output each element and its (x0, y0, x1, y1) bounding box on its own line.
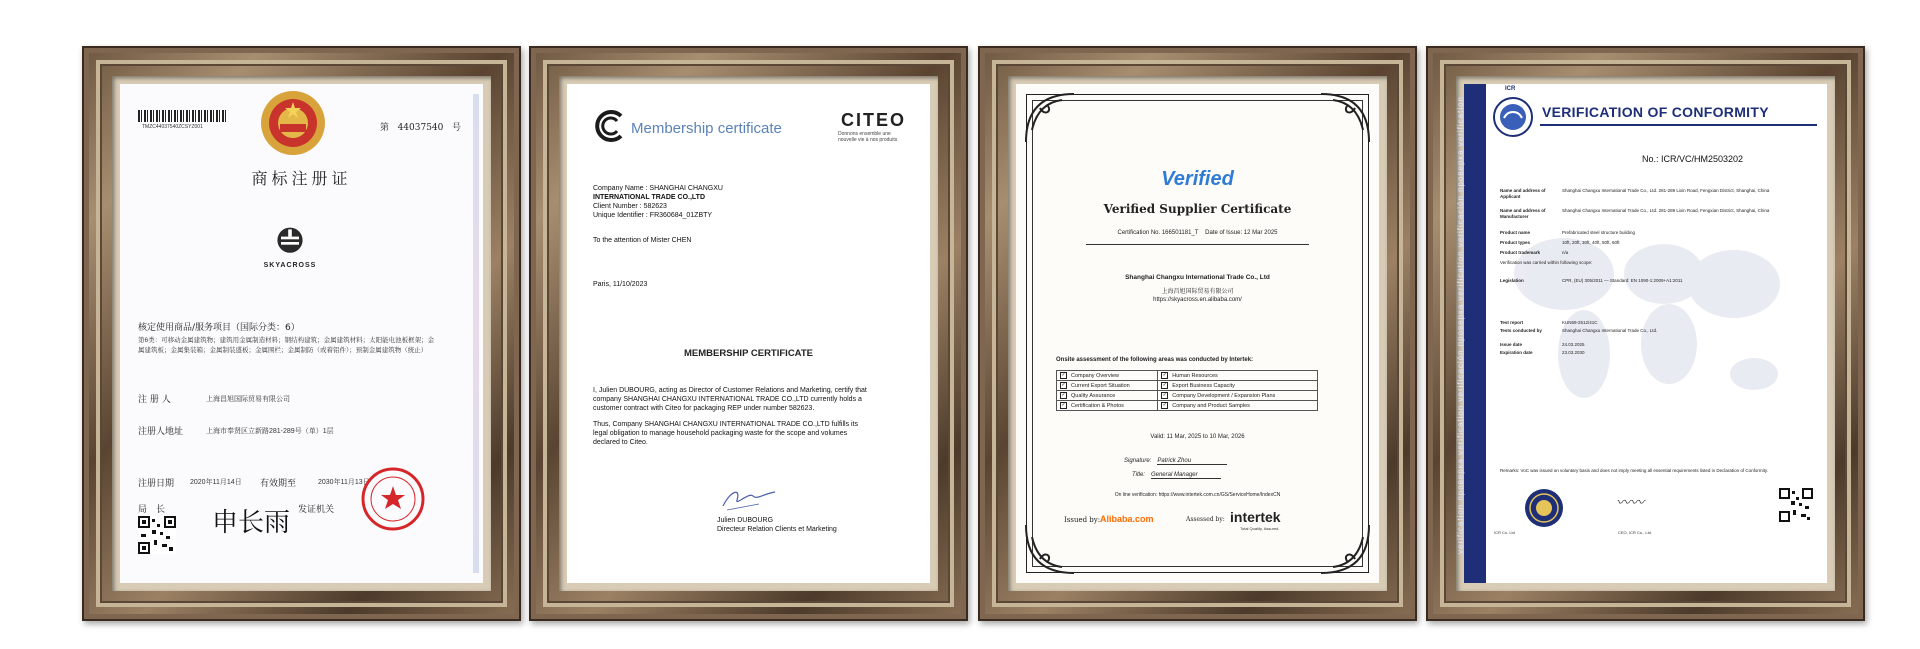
barcode-number: TMZC44037540ZCSYZ001 (142, 124, 203, 130)
signature-icon (719, 484, 779, 514)
remarks: Remarks: VoC was issued on voluntary basis and does not imply meeting all essential requirements listed in Declaration of Conformity. (1500, 468, 1769, 473)
registrant-label: 注 册 人 (138, 395, 171, 405)
manufacturer-field: Name and address of ManufacturerShanghai Changxu International Trade Co., Ltd. 281-289 Lixin Road, Fengxian District, Shanghai, China (1500, 208, 1770, 219)
frame-mat (112, 76, 491, 591)
obligation-paragraph: Thus, Company SHANGHAI CHANGXU INTERNATIONAL TRADE CO.,LTD fulfills its legal obligation to manage household packaging waste for the scope and volumes declared to Citeo. (593, 421, 859, 446)
title-row (1132, 472, 1221, 479)
valid-label: 有效期至 (260, 479, 297, 489)
client-details (593, 184, 873, 220)
citeo-c-logo-icon (593, 108, 629, 144)
logo-text: SKYACROSS (263, 262, 317, 269)
icr-label: ICR (1505, 86, 1516, 92)
ceo-signature-icon: 〰〰 (1616, 495, 1644, 511)
certificate-frame-trademark (82, 46, 521, 621)
citeo-brand: CITEO (840, 110, 906, 130)
certificate-frame-verification-of-conformity (1426, 46, 1865, 621)
company-name-en: Shanghai Changxu International Trade Co., Ltd (1125, 274, 1270, 281)
alibaba-logo: Alibaba.com (1100, 514, 1154, 524)
table-cell: ✓ Company Development / Expansion Plans (1158, 391, 1318, 401)
certificate-frame-membership (529, 46, 968, 621)
table-cell: ✓ Company Overview (1057, 371, 1158, 381)
reg-number: 44037540 (397, 123, 444, 133)
date-label: 注册日期 (138, 479, 175, 489)
product-trademark-field: Product trademark n/a (1500, 250, 1569, 255)
verification-title: VERIFICATION OF CONFORMITY (1542, 104, 1769, 120)
certificate-title: Verified Supplier Certificate (1103, 202, 1292, 216)
reg-label: 第 (379, 123, 389, 133)
verified-supplier-certificate (1016, 84, 1379, 583)
company-name-cn: 上海昌旭国际贸易有限公司 (1161, 289, 1234, 295)
title-label: Title: (1132, 472, 1145, 478)
membership-title: Membership certificate (631, 120, 782, 137)
certification-number: Certification No. 166501181_T (1117, 230, 1199, 236)
signer-name: Julien DUBOURG (717, 517, 774, 524)
side-band (1456, 84, 1486, 583)
trademark-certificate (120, 84, 483, 583)
validity: Valid: 11 Mar, 2025 to 10 Mar, 2026 (1150, 434, 1245, 440)
corner-ornament-icon (1022, 90, 1078, 146)
table-row (1057, 381, 1318, 391)
issuer-name: ICR Co. Ltd (1494, 530, 1515, 535)
table-row (1057, 391, 1318, 401)
unique-identifier: Unique Identifier : FR360684_01ZBTY (593, 212, 713, 219)
skyacross-logo-icon (260, 224, 320, 260)
online-verification: On line verification: https://www.intertek.com.cn/GS/ServiceHome/IndexCN (1114, 492, 1281, 498)
table-row (1057, 371, 1318, 381)
client-number: Client Number : 582623 (593, 203, 667, 210)
icr-seal-icon (1524, 488, 1564, 528)
certificate-meta (1016, 230, 1379, 236)
signer-role: Directeur Relation Clients et Marketing (717, 526, 837, 533)
goods-list: 第6类：可移动金属建筑物；建筑用金属制造材料；钢结构建筑；金属建筑材料；太阳能电池板框架；金属建筑板；金属集装箱；金属制装盛板；金属围栏；金属制防（或着铝件）；预制金属建筑物（统止） (138, 337, 435, 354)
product-name-field: Product name Prefabricated steel structure building (1500, 230, 1636, 235)
certificate-title: 商标注册证 (251, 169, 352, 188)
date-value: 2020年11月14日 (190, 479, 242, 486)
test-report-field: Test report KUN69-2512/41C (1500, 320, 1598, 325)
table-cell: ✓ Certification & Photos (1057, 401, 1158, 411)
signature-label: Signature: (1124, 458, 1152, 464)
signature-row (1124, 458, 1227, 465)
certificate-frame-verified-supplier (978, 46, 1417, 621)
storefront-url: https://skyacross.en.alibaba.com/ (1153, 297, 1242, 303)
world-map-icon (1494, 194, 1788, 424)
table-cell: ✓ Quality Assurance (1057, 391, 1158, 401)
issue-date-field: Issue date 24.03.2025 (1500, 342, 1585, 347)
official-seal-icon (360, 466, 426, 532)
assessed-by-label: Assessed by: (1186, 516, 1225, 523)
registrant-value: 上海昌旭国际贸易有限公司 (206, 396, 290, 403)
legislation-field: Legislation CPR, (EU) 305/2011 — Standard: EN 1090-1:2009+A1:2011 (1500, 278, 1683, 283)
qr-code-icon (138, 516, 176, 554)
applicant-field: Name and address of ApplicantShanghai Changxu International Trade Co., Ltd. 281-289 Lixin Road, Fengxian District, Shanghai, China (1500, 188, 1770, 199)
address-value: 上海市奉贤区立新路281-289号（单）1层 (206, 428, 334, 435)
tests-conducted-field: Tests conducted by Shanghai Changxu International Trade Co., Ltd. (1500, 328, 1658, 333)
verified-brand: Verified (1161, 168, 1234, 190)
table-cell: ✓ Company and Product Samples (1158, 401, 1318, 411)
scope-note: Verification was carried within following scope: (1500, 260, 1593, 265)
issuer-label: 发证机关 (298, 505, 335, 515)
valid-value: 2030年11月13日 (318, 479, 370, 486)
corner-ornament-icon (1317, 521, 1373, 577)
table-row (1057, 401, 1318, 411)
director-signature: 申长雨 (212, 508, 291, 538)
registration-number (380, 120, 461, 133)
national-emblem-icon (258, 88, 328, 158)
corner-ornament-icon (1022, 521, 1078, 577)
corner-ornament-icon (1317, 90, 1373, 146)
table-cell: ✓ Current Export Situation (1057, 381, 1158, 391)
certification-paragraph: I, Julien DUBOURG, acting as Director of Customer Relations and Marketing, certify that company SHANGHAI CHANGXU INTERNATIONAL TRADE CO.,LTD currently holds a customer contract with Citeo for packaging REP under number 582623. (593, 387, 867, 412)
class-line: 核定使用商品/服务项目（国际分类：6） (138, 323, 300, 333)
signature-value: Patrick Zhou (1157, 458, 1227, 465)
table-cell: ✓ Human Resources (1158, 371, 1318, 381)
issue-date: Paris, 11/10/2023 (593, 281, 648, 288)
intertek-tagline: Total Quality. Assured. (1240, 526, 1280, 531)
verification-of-conformity-certificate (1456, 84, 1827, 583)
title-value: General Manager (1151, 472, 1221, 479)
intertek-logo: intertek (1230, 509, 1281, 525)
director-label: 局 长 (138, 505, 166, 515)
certificate-number: No.: ICR/VC/HM2503202 (1642, 154, 1744, 164)
address-label: 注册人地址 (138, 427, 184, 437)
company-line-1: Company Name : SHANGHAI CHANGXU (593, 185, 723, 192)
company-line-2: INTERNATIONAL TRADE CO.,LTD (593, 194, 705, 201)
frame-mat (1456, 76, 1835, 591)
issued-by-label: Issued by: (1064, 516, 1101, 524)
divider (1086, 244, 1309, 245)
product-types-field: Product types 10ft, 20ft, 30ft, 40ft, 50ft, 60ft (1500, 240, 1620, 245)
icr-logo-icon (1492, 96, 1534, 138)
reg-suffix: 号 (451, 123, 461, 133)
date-of-issue: Date of Issue: 12 Mar 2025 (1205, 230, 1278, 236)
membership-certificate (567, 84, 930, 583)
frame-mat (1008, 76, 1387, 591)
citeo-tagline: Donnons ensemble une nouvelle vie à nos produits (838, 131, 898, 143)
qr-code-icon (1779, 488, 1813, 522)
title-rule (1540, 124, 1817, 126)
barcode (138, 110, 228, 122)
assessment-note: Onsite assessment of the following areas was conducted by Intertek: (1056, 357, 1254, 363)
ceo-title: CEO, ICR Co., Ltd. (1618, 530, 1653, 535)
attention-line: To the attention of Mister CHEN (593, 237, 692, 244)
table-cell: ✓ Export Business Capacity (1158, 381, 1318, 391)
membership-heading: MEMBERSHIP CERTIFICATE (684, 348, 813, 359)
assessment-table (1056, 370, 1318, 411)
expiration-date-field: Expiration date 23.03.2030 (1500, 350, 1585, 355)
side-band-text: verification проверка verification verificación проверка verification verificación проверка verification (1456, 95, 1465, 554)
frame-mat (559, 76, 938, 591)
